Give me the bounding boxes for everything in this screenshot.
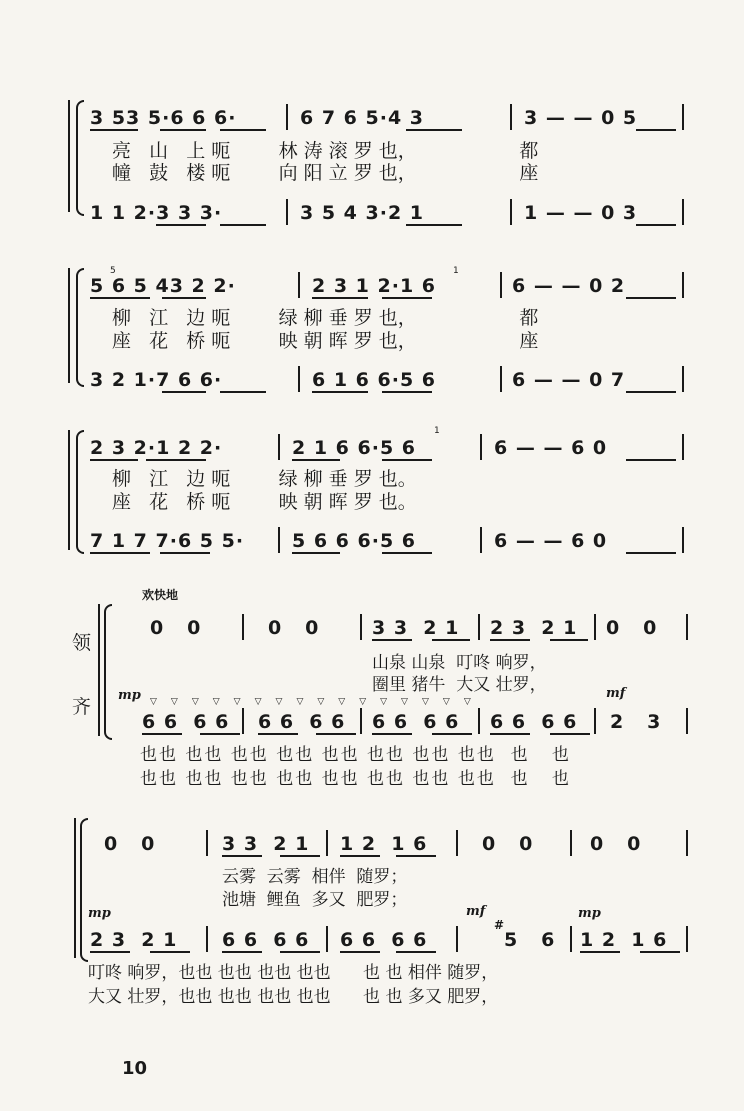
measure: 0 0 xyxy=(606,617,658,639)
measure: 6 1 6 6·5 6 xyxy=(312,369,436,391)
page-number: 10 xyxy=(122,1058,148,1079)
dynamic-mp: mp xyxy=(578,906,601,921)
lyrics-verse-2: 座 花 桥 呃 映 朝 晖 罗 也， 座 xyxy=(112,330,539,352)
measure: 0 0 xyxy=(150,617,202,639)
dynamic-mp: mp xyxy=(118,688,141,703)
measure: 6 6 6 6 xyxy=(340,929,428,951)
grace-note: 1 xyxy=(434,426,440,436)
lyrics-verse-1: 亮 山 上 呃 林 涛 滚 罗 也， 都 xyxy=(112,140,539,162)
all-voice-line xyxy=(0,712,744,732)
measure: 5 6 6 6·5 6 xyxy=(292,530,416,552)
lower-voice-line xyxy=(0,531,744,551)
measure: 3 3 2 1 xyxy=(372,617,460,639)
upper-voice-line xyxy=(0,108,744,128)
lyrics-verse-2: 幢 鼓 楼 呃 向 阳 立 罗 也， 座 xyxy=(112,162,539,184)
measure: 6 — — 6 0 xyxy=(494,437,608,459)
measure: 0 0 xyxy=(268,617,320,639)
measure: 2 1 6 6·5 6 xyxy=(292,437,416,459)
measure: 2 3 2·1 2 2· xyxy=(90,437,223,459)
measure: 1 — — 0 3 xyxy=(524,202,638,224)
part-label-lead: 领 xyxy=(72,632,92,654)
part-label-all: 齐 xyxy=(72,696,92,718)
measure: 6 — — 6 0 xyxy=(494,530,608,552)
sharp-sign: # xyxy=(494,918,505,932)
measure: 0 0 xyxy=(104,833,156,855)
all-lyrics-verse-1: 也也 也也 也也 也也 也也 也也 也也 也也 也 也 xyxy=(140,745,571,765)
measure: 2 3 1 2·1 6 xyxy=(312,275,436,297)
lower-voice-line xyxy=(0,370,744,390)
measure: 5 6 5 43 2 2· xyxy=(90,275,236,297)
measure: 6 — — 0 2 xyxy=(512,275,626,297)
measure: 5 6 xyxy=(504,929,556,951)
measure: 6 6 6 6 xyxy=(142,711,230,733)
lead-lyrics-verse-2: 池塘 鲤鱼 多又 肥罗； xyxy=(222,890,408,910)
dynamic-mf: mf xyxy=(606,686,626,701)
measure: 1 2 1 6 xyxy=(580,929,668,951)
lead-voice-line xyxy=(0,834,744,854)
lead-lyrics-verse-2: 圈里 猪牛 大又 壮罗， xyxy=(372,675,547,695)
measure: 0 0 xyxy=(482,833,534,855)
measure: 6 — — 0 7 xyxy=(512,369,626,391)
lead-lyrics-verse-1: 山泉 山泉 叮咚 响罗， xyxy=(372,653,547,673)
measure: 1 2 1 6 xyxy=(340,833,428,855)
upper-voice-line xyxy=(0,438,744,458)
measure: 2 3 2 1 xyxy=(90,929,178,951)
grace-note: 1 xyxy=(453,266,459,276)
all-lyrics-verse-1: 叮咚 响罗，也也 也也 也也 也也 也 也 相伴 随罗， xyxy=(88,963,499,983)
dynamic-mf: mf xyxy=(466,904,486,919)
measure: 1 1 2·3 3 3· xyxy=(90,202,223,224)
grace-note: 5 xyxy=(110,266,116,276)
measure: 2 3 xyxy=(610,711,662,733)
all-lyrics-verse-2: 大又 壮罗，也也 也也 也也 也也 也 也 多又 肥罗， xyxy=(88,987,499,1007)
lower-voice-line xyxy=(0,203,744,223)
measure: 6 6 6 6 xyxy=(490,711,578,733)
measure: 6 7 6 5·4 3 xyxy=(300,107,424,129)
measure: 3 53 5·6 6 6· xyxy=(90,107,237,129)
measure: 0 0 xyxy=(590,833,642,855)
measure: 3 — — 0 5 xyxy=(524,107,638,129)
dynamic-mp: mp xyxy=(88,906,111,921)
measure: 6 6 6 6 xyxy=(222,929,310,951)
tempo-marking: 欢快地 xyxy=(142,588,179,602)
measure: 6 6 6 6 xyxy=(258,711,346,733)
measure: 2 3 2 1 xyxy=(490,617,578,639)
accent-marks: ▽▽▽▽▽▽▽▽▽▽▽▽▽▽▽▽ xyxy=(150,697,485,707)
lyrics-verse-1: 柳 江 边 呃 绿 柳 垂 罗 也。 xyxy=(112,468,417,490)
upper-voice-line xyxy=(0,276,744,296)
measure: 3 2 1·7 6 6· xyxy=(90,369,223,391)
measure: 3 3 2 1 xyxy=(222,833,310,855)
lead-lyrics-verse-1: 云雾 云雾 相伴 随罗； xyxy=(222,867,408,887)
measure: 3 5 4 3·2 1 xyxy=(300,202,424,224)
measure: 6 6 6 6 xyxy=(372,711,460,733)
all-voice-line xyxy=(0,930,744,950)
lead-voice-line xyxy=(0,618,744,638)
measure: 7 1 7 7·6 5 5· xyxy=(90,530,245,552)
lyrics-verse-1: 柳 江 边 呃 绿 柳 垂 罗 也， 都 xyxy=(112,307,539,329)
lyrics-verse-2: 座 花 桥 呃 映 朝 晖 罗 也。 xyxy=(112,491,417,513)
all-lyrics-verse-2: 也也 也也 也也 也也 也也 也也 也也 也也 也 也 xyxy=(140,769,571,789)
